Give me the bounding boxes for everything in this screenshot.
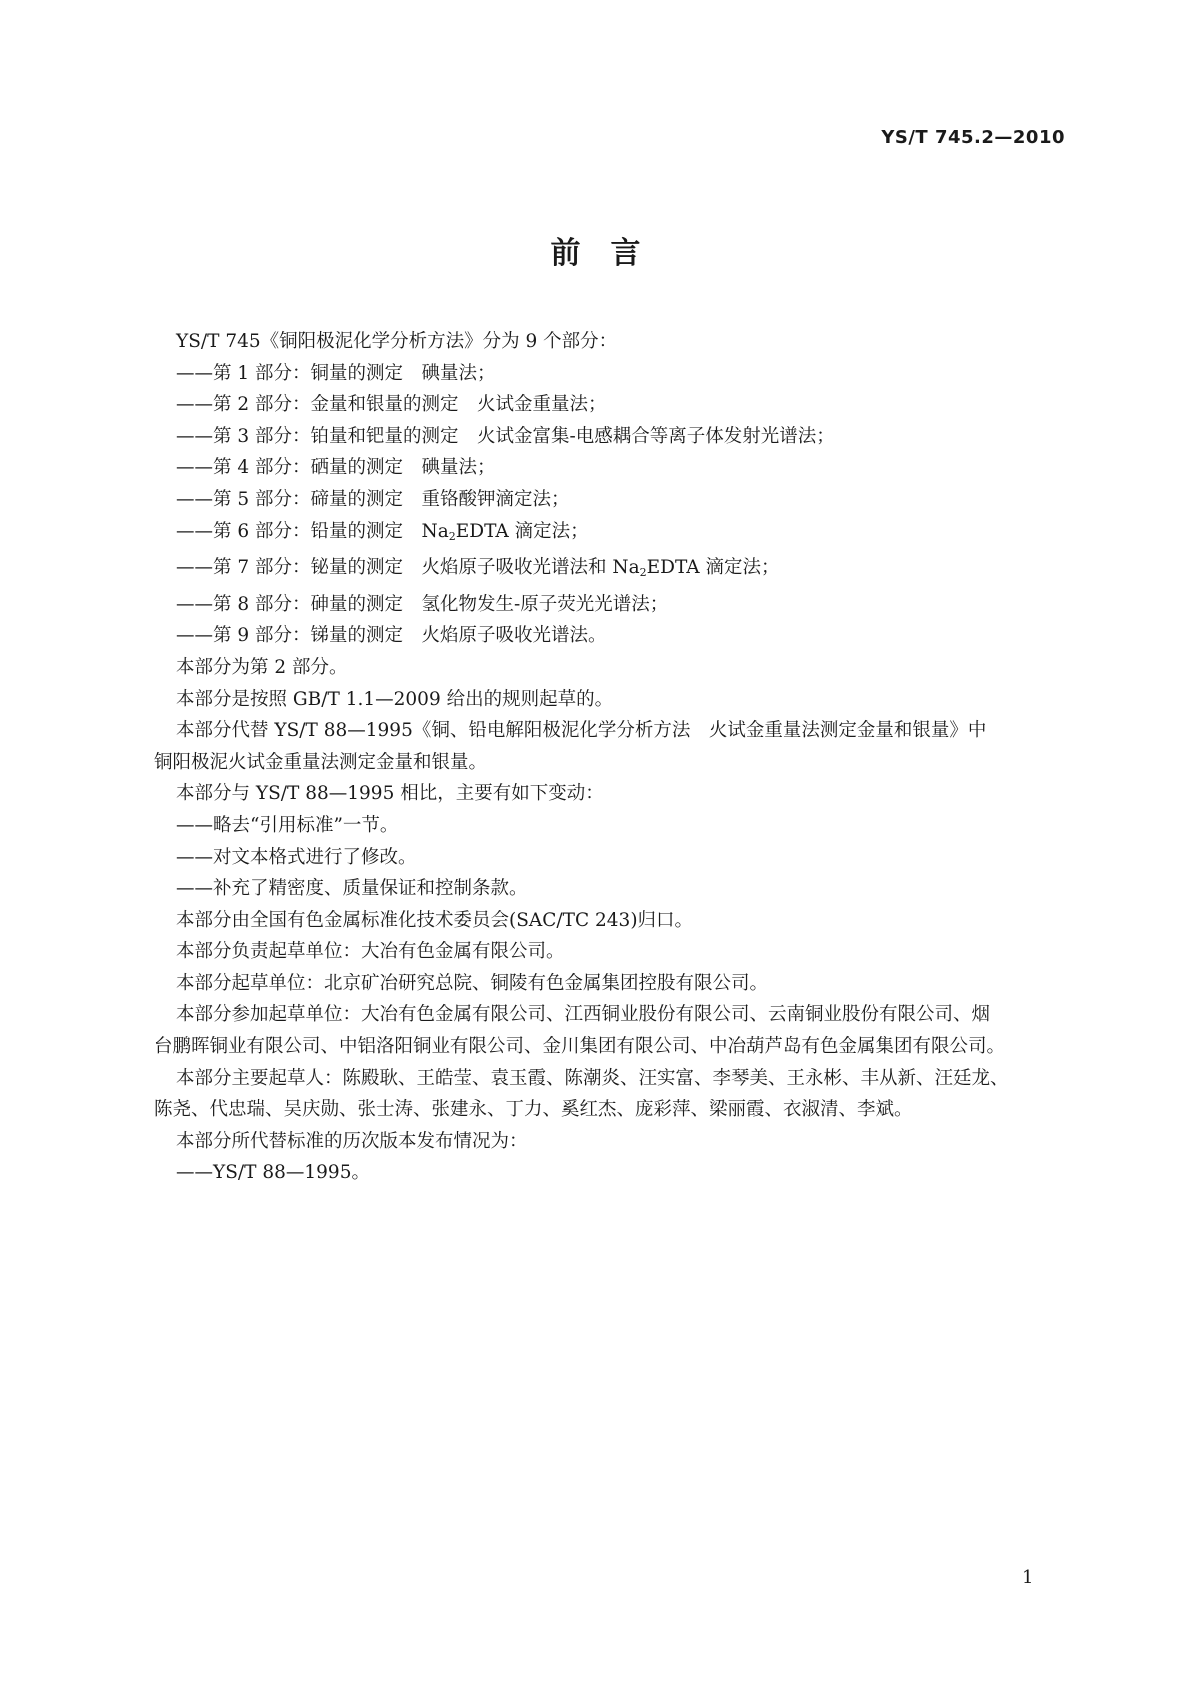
intro-line: YS/T 745《铜阳极泥化学分析方法》分为 9 个部分： — [176, 331, 618, 352]
paragraph-history: 本部分所代替标准的历次版本发布情况为： — [176, 1130, 528, 1152]
paragraph-drafting-units: 本部分起草单位：北京矿冶研究总院、铜陵有色金属集团控股有限公司。 — [176, 972, 769, 994]
paragraph-responsible-unit: 本部分负责起草单位：大冶有色金属有限公司。 — [176, 941, 565, 963]
list-item-part-3: ——第 3 部分：铂量和钯量的测定 火试金富集-电感耦合等离子体发射光谱法； — [176, 425, 835, 447]
paragraph-this-part: 本部分为第 2 部分。 — [176, 656, 348, 678]
page-number: 1 — [1022, 1567, 1034, 1588]
list-item-part-4: ——第 4 部分：硒量的测定 碘量法； — [176, 457, 496, 479]
paragraph-replaces-line-2: 铜阳极泥火试金重量法测定金量和银量。 — [154, 751, 488, 773]
page-title: 前 言 — [550, 236, 641, 271]
part-6-subscript: 2 — [448, 529, 456, 543]
part-7-text-a: ——第 7 部分：铋量的测定 火焰原子吸收光谱法和 Na — [176, 557, 640, 579]
part-7-subscript: 2 — [639, 566, 647, 580]
paragraph-replaces-line-1: 本部分代替 YS/T 88—1995《铜、铅电解阳极泥化学分析方法 火试金重量法测定金量和银量》中 — [176, 720, 987, 742]
part-7-text-b: EDTA 滴定法； — [646, 557, 780, 579]
list-item-part-1: ——第 1 部分：铜量的测定 碘量法； — [176, 362, 496, 384]
paragraph-drafting-rules: 本部分是按照 GB/T 1.1—2009 给出的规则起草的。 — [176, 688, 614, 710]
paragraph-participants-line-1: 本部分参加起草单位：大冶有色金属有限公司、江西铜业股份有限公司、云南铜业股份有限公司、烟 — [176, 1004, 991, 1026]
change-item-1: ——略去“引用标准”一节。 — [176, 814, 399, 836]
paragraph-changes: 本部分与 YS/T 88—1995 相比，主要有如下变动： — [176, 783, 604, 805]
paragraph-committee: 本部分由全国有色金属标准化技术委员会(SAC/TC 243)归口。 — [176, 909, 694, 931]
document-body — [154, 326, 1060, 1189]
paragraph-authors-line-1: 本部分主要起草人：陈殿耿、王皓莹、袁玉霞、陈潮炎、汪实富、李琴美、王永彬、丰从新、汪廷龙、 — [176, 1067, 1009, 1089]
history-item-1: ——YS/T 88—1995。 — [176, 1162, 370, 1184]
list-item-part-7 — [176, 552, 1060, 589]
paragraph-participants-line-2: 台鹏晖铜业有限公司、中铝洛阳铜业有限公司、金川集团有限公司、中冶葫芦岛有色金属集团有限公司。 — [154, 1036, 1006, 1058]
list-item-part-8: ——第 8 部分：砷量的测定 氢化物发生-原子荧光光谱法； — [176, 593, 669, 615]
list-item-part-6 — [176, 516, 1060, 553]
standard-number: YS/T 745.2—2010 — [881, 127, 1065, 148]
change-item-3: ——补充了精密度、质量保证和控制条款。 — [176, 878, 528, 900]
part-6-text-a: ——第 6 部分：铅量的测定 Na — [176, 520, 449, 542]
paragraph-authors-line-2: 陈尧、代忠瑞、吴庆勋、张士涛、张建永、丁力、奚红杰、庞彩萍、梁丽霞、衣淑清、李斌。 — [154, 1099, 913, 1121]
change-item-2: ——对文本格式进行了修改。 — [176, 846, 417, 868]
list-item-part-5: ——第 5 部分：碲量的测定 重铬酸钾滴定法； — [176, 488, 570, 510]
part-6-text-b: EDTA 滴定法； — [455, 520, 589, 542]
list-item-part-2: ——第 2 部分：金量和银量的测定 火试金重量法； — [176, 394, 607, 416]
list-item-part-9: ——第 9 部分：锑量的测定 火焰原子吸收光谱法。 — [176, 625, 607, 647]
